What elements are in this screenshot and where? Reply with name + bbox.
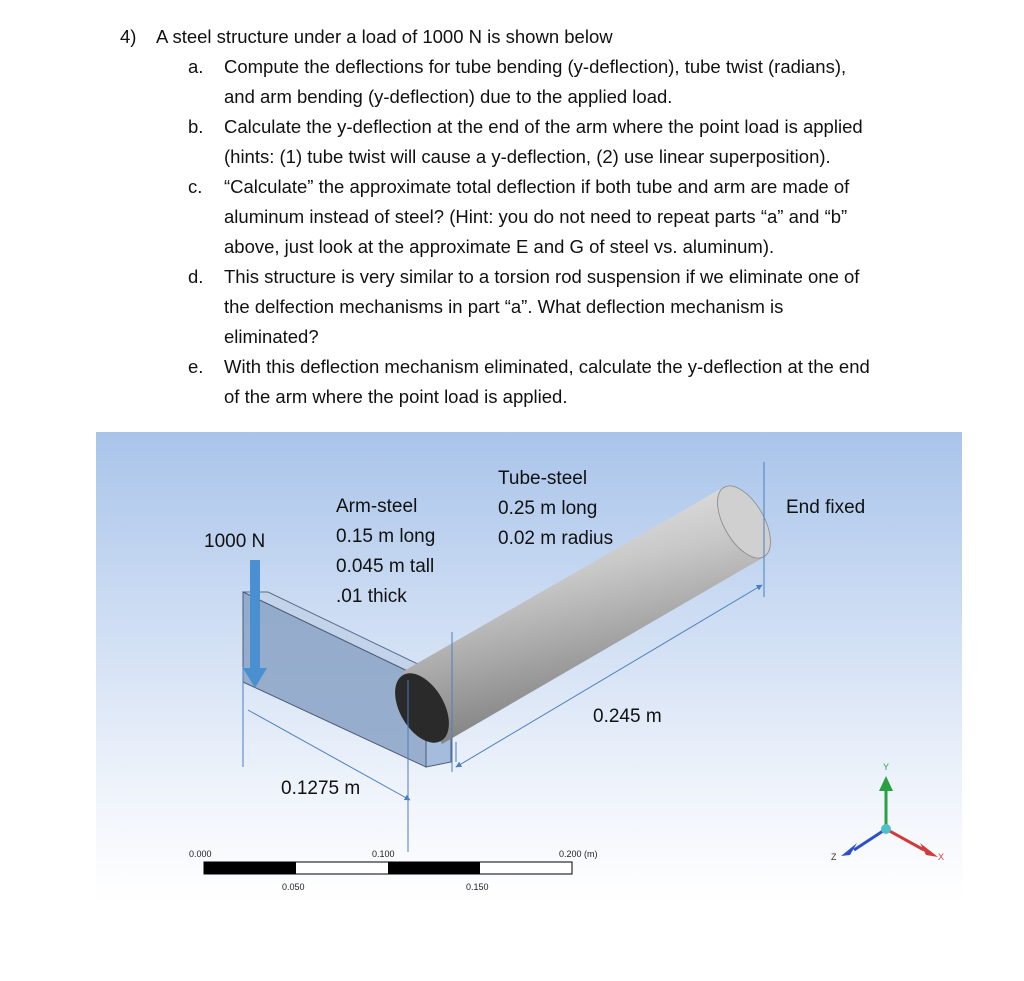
structure-figure: [96, 432, 962, 902]
scale-tick-label: 0.150: [466, 882, 489, 892]
question-part: [188, 352, 980, 412]
part-text-line: above, just look at the approximate E and G of steel vs. aluminum).: [224, 236, 775, 257]
arm-dimension-label: 0.1275 m: [281, 778, 361, 799]
scale-tick-label: 0.000: [189, 849, 212, 859]
question-part: [188, 172, 980, 262]
tube-label: [498, 464, 613, 554]
x-axis-label: X: [938, 852, 945, 862]
scale-tick-label: 0.200 (m): [559, 849, 598, 859]
scale-bar: [204, 862, 572, 874]
arm-label: [336, 492, 435, 612]
question-heading-text: A steel structure under a load of 1000 N is shown below: [156, 26, 613, 47]
scale-tick-label: 0.100: [372, 849, 395, 859]
question-heading: [120, 22, 980, 52]
question-part: [188, 112, 980, 172]
part-letter: e.: [188, 356, 204, 377]
load-label: 1000 N: [204, 531, 266, 552]
part-letter: d.: [188, 266, 204, 287]
triad-origin: [881, 824, 891, 834]
arm-label-line: 0.045 m tall: [336, 556, 435, 577]
part-letter: b.: [188, 116, 204, 137]
end-fixed-label: End fixed: [786, 497, 866, 518]
arm-label-line: Arm-steel: [336, 496, 418, 517]
question-parts: [120, 52, 980, 412]
z-axis-label: Z: [831, 852, 837, 862]
part-text: [224, 352, 980, 412]
part-letter: c.: [188, 176, 203, 197]
part-text-line: With this deflection mechanism eliminated, calculate the y-deflection at the end: [224, 356, 870, 377]
part-text-line: of the arm where the point load is applied.: [224, 386, 568, 407]
part-text-line: (hints: (1) tube twist will cause a y-deflection, (2) use linear superposition).: [224, 146, 831, 167]
arm-label-line: .01 thick: [336, 586, 407, 607]
arm-label-line: 0.15 m long: [336, 526, 436, 547]
tube-label-line: 0.02 m radius: [498, 528, 614, 549]
part-text: [224, 172, 980, 262]
part-text-line: This structure is very similar to a torsion rod suspension if we eliminate one of: [224, 266, 860, 287]
part-text-line: and arm bending (y-deflection) due to the applied load.: [224, 86, 673, 107]
part-text-line: “Calculate” the approximate total deflection if both tube and arm are made of: [224, 176, 850, 197]
tube-dimension-label: 0.245 m: [593, 706, 662, 727]
tube-label-line: 0.25 m long: [498, 498, 598, 519]
scale-tick-label: 0.050: [282, 882, 305, 892]
part-text-line: the delfection mechanisms in part “a”. What deflection mechanism is: [224, 296, 784, 317]
part-text: [224, 112, 980, 172]
question-part: [188, 262, 980, 352]
question-number: 4): [120, 26, 137, 47]
part-letter: a.: [188, 56, 204, 77]
part-text-line: aluminum instead of steel? (Hint: you do not need to repeat parts “a” and “b”: [224, 206, 848, 227]
part-text: [224, 262, 980, 352]
y-axis-label: Y: [883, 762, 890, 772]
part-text-line: eliminated?: [224, 326, 319, 347]
part-text-line: Calculate the y-deflection at the end of the arm where the point load is applied: [224, 116, 863, 137]
part-text: [224, 52, 980, 112]
part-text-line: Compute the deflections for tube bending (y-deflection), tube twist (radians),: [224, 56, 847, 77]
tube-label-line: Tube-steel: [498, 468, 588, 489]
question-part: [188, 52, 980, 112]
question-block: [120, 22, 980, 412]
